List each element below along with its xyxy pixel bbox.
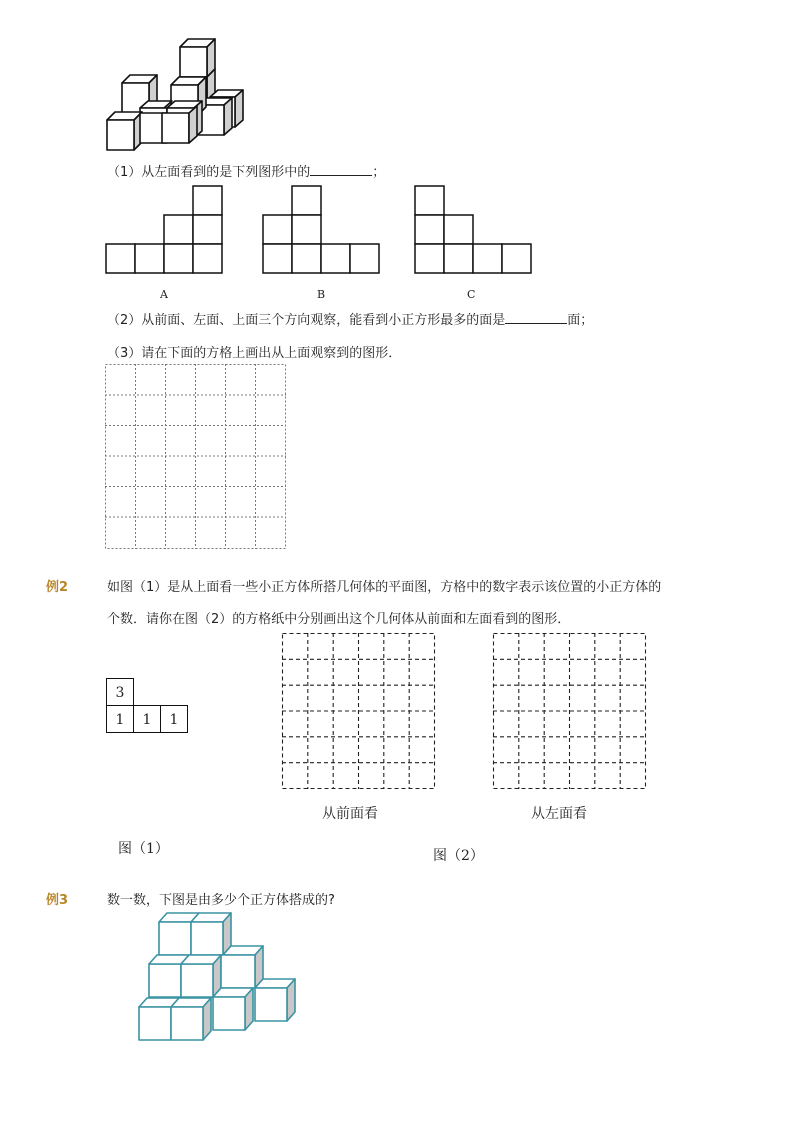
figure-1-caption: 图（1） bbox=[118, 841, 169, 857]
example-3-question: 数一数，下图是由多少个正方体搭成的? bbox=[107, 893, 335, 908]
question-2-text: （2）从前面、左面、上面三个方向观察，能看到小正方形最多的面是 bbox=[107, 313, 506, 328]
question-2 bbox=[107, 309, 593, 328]
option-b-label[interactable]: B bbox=[317, 288, 326, 301]
answer-blank-2[interactable] bbox=[505, 311, 567, 324]
left-view-label: 从左面看 bbox=[531, 806, 587, 822]
left-view-grid[interactable] bbox=[493, 633, 647, 791]
question-1-end: ； bbox=[372, 165, 386, 180]
plan-view-grid bbox=[106, 678, 190, 734]
question-1-text: （1）从左面看到的是下列图形中的 bbox=[107, 165, 311, 180]
grid-cell-bottom-2: 1 bbox=[133, 705, 161, 733]
example-2-line-1: 如图（1）是从上面看一些小正方体所搭几何体的平面图，方格中的数字表示该位置的小正方体的 bbox=[107, 580, 662, 595]
example-2-tag: 例2 bbox=[46, 580, 69, 595]
question-1 bbox=[107, 161, 385, 180]
question-2-end: 面； bbox=[567, 313, 594, 328]
option-c-label[interactable]: C bbox=[467, 288, 476, 301]
example-2-line-2: 个数．请你在图（2）的方格纸中分别画出这个几何体从前面和左面看到的图形． bbox=[107, 612, 571, 627]
option-b-figure bbox=[263, 185, 381, 275]
answer-blank-1[interactable] bbox=[310, 163, 372, 176]
teal-cube-pyramid-figure bbox=[136, 910, 306, 1045]
question-3: （3）请在下面的方格上画出从上面观察到的图形． bbox=[107, 346, 402, 361]
option-a-label[interactable]: A bbox=[160, 288, 168, 301]
example-3-tag: 例3 bbox=[46, 893, 69, 908]
front-view-grid[interactable] bbox=[282, 633, 436, 791]
top-view-drawing-grid[interactable] bbox=[105, 364, 287, 550]
option-a-figure bbox=[106, 185, 224, 275]
cube-stack-figure bbox=[100, 35, 250, 155]
front-view-label: 从前面看 bbox=[322, 806, 378, 822]
option-c-figure bbox=[415, 185, 533, 275]
grid-cell-bottom-3: 1 bbox=[160, 705, 188, 733]
grid-cell-bottom-1: 1 bbox=[106, 705, 134, 733]
figure-2-caption: 图（2） bbox=[433, 848, 484, 864]
grid-cell-top: 3 bbox=[106, 678, 134, 706]
